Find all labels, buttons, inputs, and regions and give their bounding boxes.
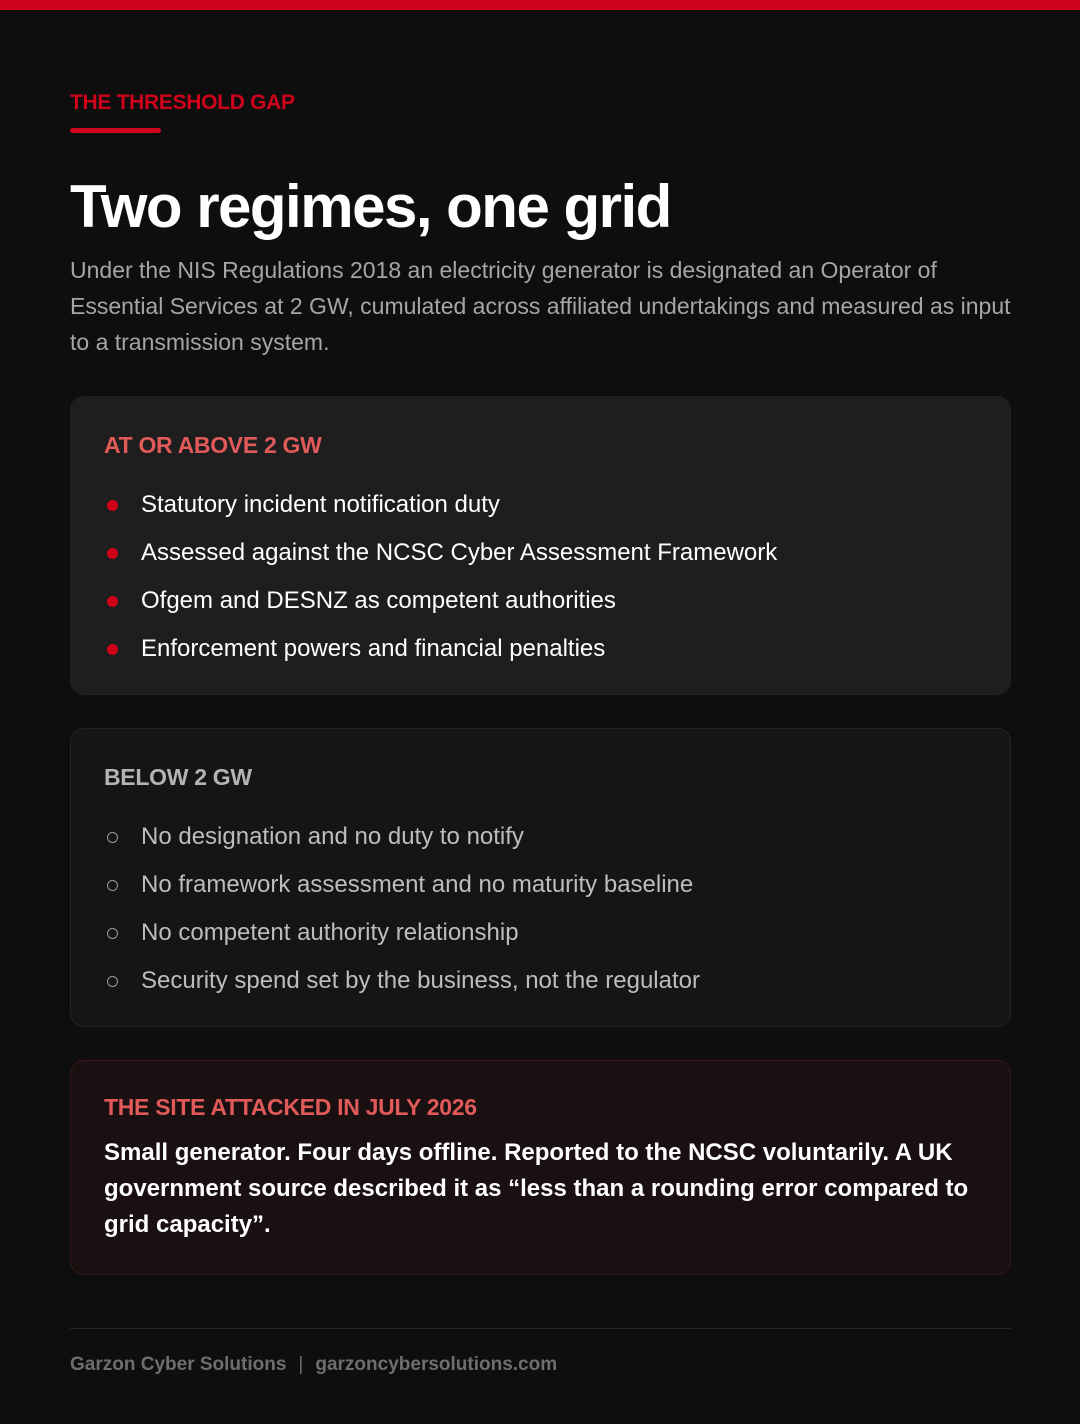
below-threshold-list	[104, 821, 700, 1013]
hollow-bullet-icon	[107, 976, 118, 987]
above-threshold-list	[104, 489, 777, 681]
filled-bullet-icon	[107, 596, 118, 607]
list-item-text: Assessed against the NCSC Cyber Assessment Framework	[141, 539, 778, 566]
below-threshold-card	[70, 728, 1011, 1027]
footer-website-link[interactable]: garzoncybersolutions.com	[315, 1354, 558, 1375]
footer-separator: |	[298, 1354, 304, 1375]
footer-company: Garzon Cyber Solutions	[70, 1354, 287, 1375]
footer	[70, 1352, 557, 1378]
list-item	[104, 821, 700, 869]
list-item-text: Statutory incident notification duty	[141, 491, 500, 518]
top-accent-bar	[0, 0, 1080, 10]
list-item	[104, 489, 777, 537]
site-attack-callout	[70, 1060, 1011, 1275]
hollow-bullet-icon	[107, 880, 118, 891]
list-item-text: No competent authority relationship	[141, 919, 519, 946]
list-item	[104, 869, 700, 917]
page-title: Two regimes, one grid	[70, 173, 671, 240]
list-item-text: Security spend set by the business, not the regulator	[141, 967, 700, 994]
hollow-bullet-icon	[107, 832, 118, 843]
site-attack-body: Small generator. Four days offline. Reported to the NCSC voluntarily. A UK government source described it as “less than a rounding error compared to grid capacity”.	[104, 1139, 969, 1238]
filled-bullet-icon	[107, 500, 118, 511]
footer-divider	[70, 1328, 1011, 1329]
above-threshold-heading: AT OR ABOVE 2 GW	[104, 432, 322, 458]
above-threshold-card	[70, 396, 1011, 695]
site-attack-heading: THE SITE ATTACKED IN JULY 2026	[104, 1094, 477, 1120]
hollow-bullet-icon	[107, 928, 118, 939]
list-item	[104, 585, 777, 633]
list-item	[104, 917, 700, 965]
list-item-text: No designation and no duty to notify	[141, 823, 524, 850]
filled-bullet-icon	[107, 644, 118, 655]
eyebrow-underline	[70, 128, 161, 133]
filled-bullet-icon	[107, 548, 118, 559]
list-item	[104, 537, 777, 585]
below-threshold-heading: BELOW 2 GW	[104, 764, 252, 790]
list-item-text: No framework assessment and no maturity baseline	[141, 871, 694, 898]
list-item-text: Enforcement powers and financial penalties	[141, 635, 606, 662]
eyebrow-label: THE THRESHOLD GAP	[70, 91, 295, 114]
list-item	[104, 633, 777, 681]
list-item-text: Ofgem and DESNZ as competent authorities	[141, 587, 616, 614]
intro-paragraph: Under the NIS Regulations 2018 an electricity generator is designated an Operator of Essential Services at 2 GW, cumulated across affiliated undertakings and measured as input to a transmission system.	[70, 257, 1011, 355]
list-item	[104, 965, 700, 1013]
